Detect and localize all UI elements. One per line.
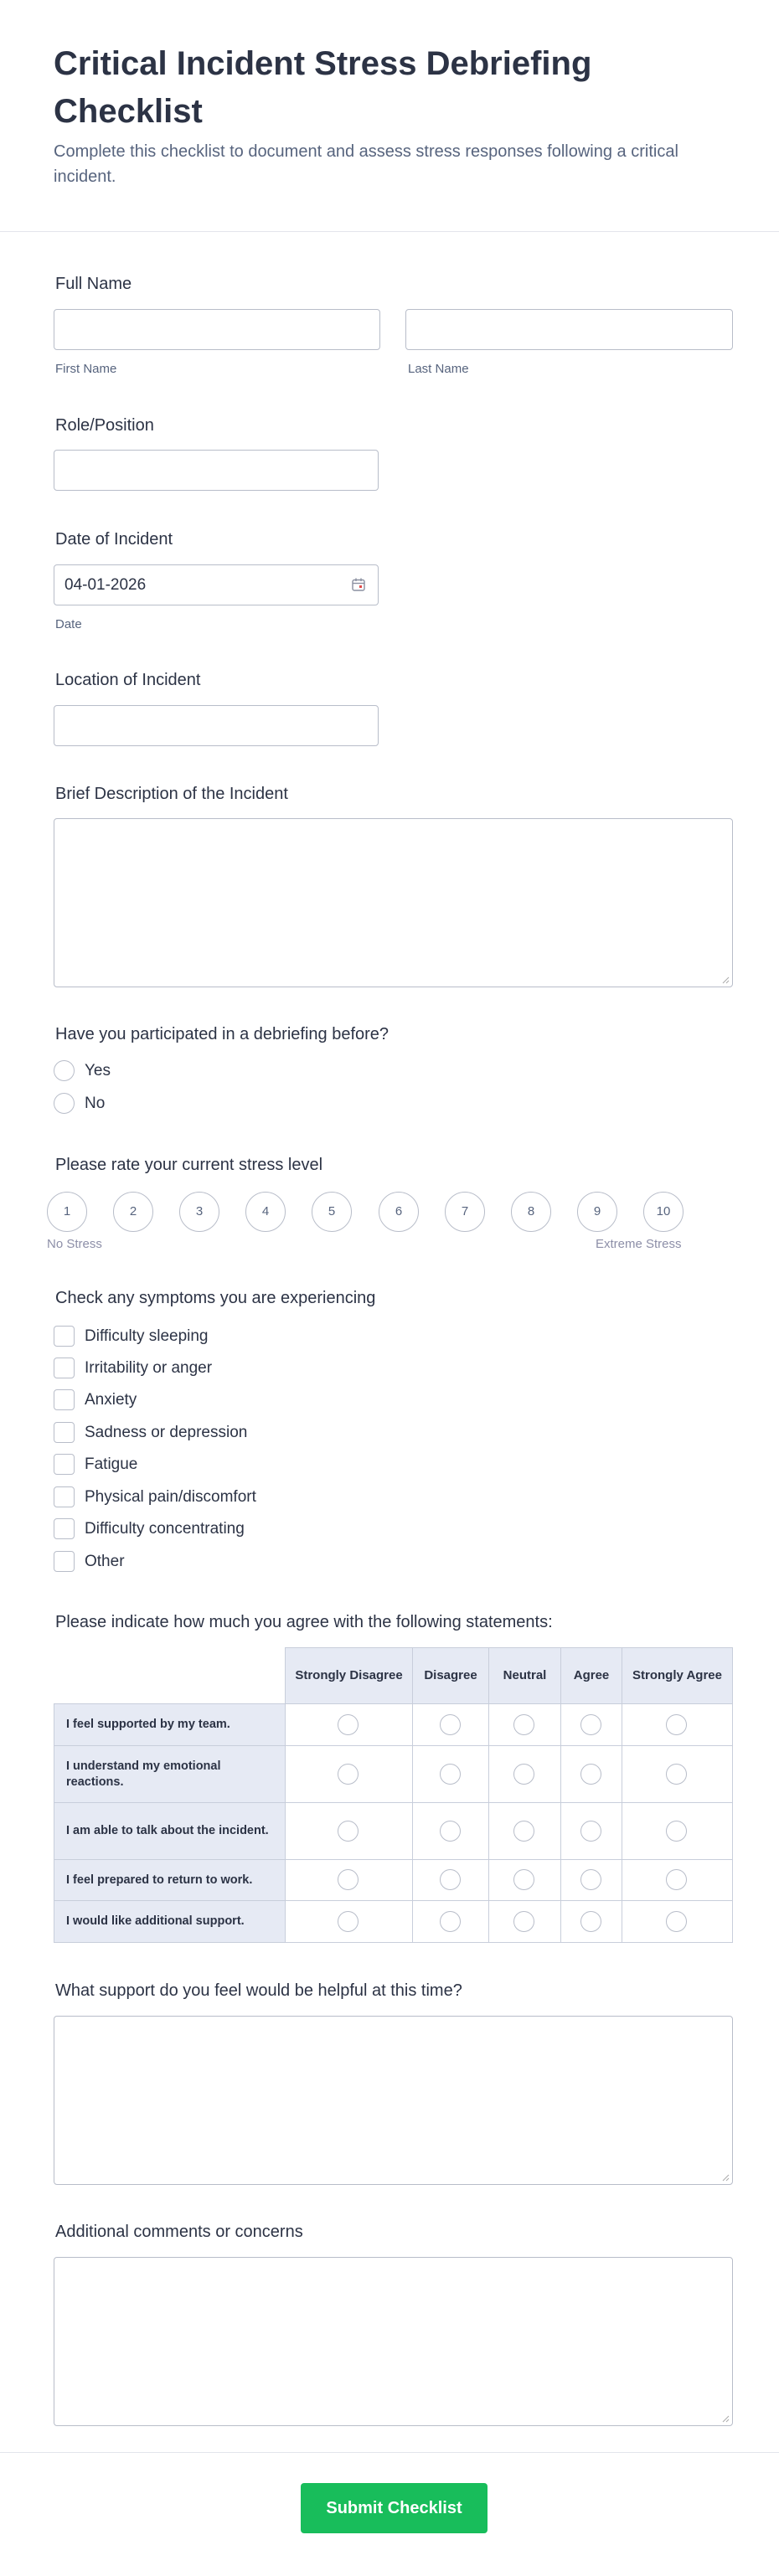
matrix-radio[interactable] bbox=[338, 1714, 359, 1735]
scale-option-2[interactable]: 2 bbox=[113, 1192, 153, 1232]
matrix-row-label: I understand my emotional reactions. bbox=[54, 1745, 286, 1803]
form-title: Critical Incident Stress Debriefing Checklist bbox=[54, 45, 592, 130]
matrix-row-label: I would like additional support. bbox=[54, 1900, 286, 1943]
comments-label: Additional comments or concerns bbox=[55, 2223, 303, 2241]
scale-max-label: Extreme Stress bbox=[596, 1237, 682, 1251]
matrix-radio[interactable] bbox=[666, 1911, 687, 1932]
form-header bbox=[0, 0, 779, 232]
matrix-radio[interactable] bbox=[580, 1764, 601, 1785]
matrix-radio[interactable] bbox=[580, 1911, 601, 1932]
matrix-radio[interactable] bbox=[666, 1869, 687, 1890]
matrix-radio[interactable] bbox=[513, 1764, 534, 1785]
matrix-radio[interactable] bbox=[338, 1764, 359, 1785]
matrix-radio[interactable] bbox=[440, 1764, 461, 1785]
matrix-radio[interactable] bbox=[580, 1714, 601, 1735]
matrix-radio[interactable] bbox=[580, 1869, 601, 1890]
matrix-radio[interactable] bbox=[580, 1821, 601, 1842]
matrix-row-label: I feel supported by my team. bbox=[54, 1703, 286, 1746]
date-label: Date of Incident bbox=[55, 530, 173, 549]
matrix-radio[interactable] bbox=[666, 1714, 687, 1735]
radio-no[interactable] bbox=[54, 1093, 75, 1114]
role-input[interactable] bbox=[54, 450, 379, 491]
support-label: What support do you feel would be helpful at this time? bbox=[55, 1981, 462, 2000]
agreement-label: Please indicate how much you agree with the following statements: bbox=[55, 1613, 553, 1631]
checkbox-fatigue[interactable] bbox=[54, 1454, 75, 1475]
scale-option-1[interactable]: 1 bbox=[47, 1192, 87, 1232]
resize-handle-icon[interactable] bbox=[721, 2173, 730, 2182]
matrix-radio[interactable] bbox=[440, 1714, 461, 1735]
symptoms-label: Check any symptoms you are experiencing bbox=[55, 1289, 376, 1307]
support-textarea[interactable] bbox=[54, 2016, 733, 2185]
matrix-radio[interactable] bbox=[338, 1821, 359, 1842]
scale-option-10[interactable]: 10 bbox=[643, 1192, 684, 1232]
matrix-row-label: I feel prepared to return to work. bbox=[54, 1859, 286, 1901]
matrix-row-label: I am able to talk about the incident. bbox=[54, 1802, 286, 1860]
checkbox-irritability[interactable] bbox=[54, 1358, 75, 1378]
matrix-col-neutral: Neutral bbox=[488, 1647, 561, 1704]
checkbox-label: Difficulty sleeping bbox=[85, 1327, 209, 1345]
date-input[interactable] bbox=[54, 564, 379, 605]
matrix-radio[interactable] bbox=[440, 1869, 461, 1890]
form-footer bbox=[0, 2452, 779, 2576]
first-name-sublabel: First Name bbox=[55, 362, 117, 376]
scale-option-5[interactable]: 5 bbox=[312, 1192, 352, 1232]
matrix-col-disagree: Disagree bbox=[412, 1647, 489, 1704]
matrix-col-strongly-agree: Strongly Agree bbox=[622, 1647, 733, 1704]
resize-handle-icon[interactable] bbox=[721, 2414, 730, 2423]
matrix-radio[interactable] bbox=[513, 1821, 534, 1842]
location-label: Location of Incident bbox=[55, 671, 201, 689]
calendar-icon[interactable] bbox=[351, 577, 366, 592]
form-body bbox=[0, 232, 779, 2452]
matrix-radio[interactable] bbox=[513, 1911, 534, 1932]
stress-level-label: Please rate your current stress level bbox=[55, 1156, 323, 1174]
matrix-radio[interactable] bbox=[440, 1911, 461, 1932]
checkbox-label: Irritability or anger bbox=[85, 1359, 213, 1377]
checkbox-label: Physical pain/discomfort bbox=[85, 1488, 256, 1506]
checkbox-difficulty-concentrating[interactable] bbox=[54, 1518, 75, 1539]
last-name-sublabel: Last Name bbox=[408, 362, 469, 376]
matrix-radio[interactable] bbox=[513, 1714, 534, 1735]
radio-no-label: No bbox=[85, 1095, 106, 1112]
matrix-col-strongly-disagree: Strongly Disagree bbox=[285, 1647, 413, 1704]
checkbox-label: Fatigue bbox=[85, 1455, 138, 1473]
resize-handle-icon[interactable] bbox=[721, 976, 730, 984]
scale-option-9[interactable]: 9 bbox=[577, 1192, 617, 1232]
radio-yes[interactable] bbox=[54, 1060, 75, 1081]
description-textarea[interactable] bbox=[54, 818, 733, 987]
matrix-col-agree: Agree bbox=[560, 1647, 622, 1704]
checkbox-other[interactable] bbox=[54, 1551, 75, 1572]
scale-option-7[interactable]: 7 bbox=[445, 1192, 485, 1232]
scale-min-label: No Stress bbox=[47, 1237, 102, 1251]
matrix-radio[interactable] bbox=[666, 1821, 687, 1842]
checkbox-label: Other bbox=[85, 1553, 125, 1570]
matrix-radio[interactable] bbox=[338, 1911, 359, 1932]
radio-yes-label: Yes bbox=[85, 1062, 111, 1079]
form-subtitle: Complete this checklist to document and assess stress responses following a critical incident. bbox=[54, 142, 678, 186]
scale-option-4[interactable]: 4 bbox=[245, 1192, 286, 1232]
comments-textarea[interactable] bbox=[54, 2257, 733, 2426]
first-name-input[interactable] bbox=[54, 309, 380, 350]
submit-button[interactable]: Submit Checklist bbox=[301, 2483, 488, 2533]
role-label: Role/Position bbox=[55, 416, 154, 435]
scale-option-8[interactable]: 8 bbox=[511, 1192, 551, 1232]
debriefing-label: Have you participated in a debriefing before? bbox=[55, 1025, 390, 1043]
date-sublabel: Date bbox=[55, 617, 82, 631]
matrix-radio[interactable] bbox=[666, 1764, 687, 1785]
scale-option-6[interactable]: 6 bbox=[379, 1192, 419, 1232]
date-value: 04-01-2026 bbox=[64, 576, 147, 594]
checkbox-physical-pain[interactable] bbox=[54, 1486, 75, 1507]
matrix-radio[interactable] bbox=[513, 1869, 534, 1890]
checkbox-anxiety[interactable] bbox=[54, 1389, 75, 1410]
scale-option-3[interactable]: 3 bbox=[179, 1192, 219, 1232]
last-name-input[interactable] bbox=[405, 309, 733, 350]
description-label: Brief Description of the Incident bbox=[55, 785, 288, 803]
checkbox-difficulty-sleeping[interactable] bbox=[54, 1326, 75, 1347]
matrix-radio[interactable] bbox=[440, 1821, 461, 1842]
checkbox-label: Sadness or depression bbox=[85, 1424, 248, 1441]
checkbox-sadness[interactable] bbox=[54, 1422, 75, 1443]
checkbox-label: Anxiety bbox=[85, 1391, 137, 1409]
location-input[interactable] bbox=[54, 705, 379, 746]
checkbox-label: Difficulty concentrating bbox=[85, 1520, 245, 1538]
matrix-radio[interactable] bbox=[338, 1869, 359, 1890]
full-name-label: Full Name bbox=[55, 275, 132, 293]
